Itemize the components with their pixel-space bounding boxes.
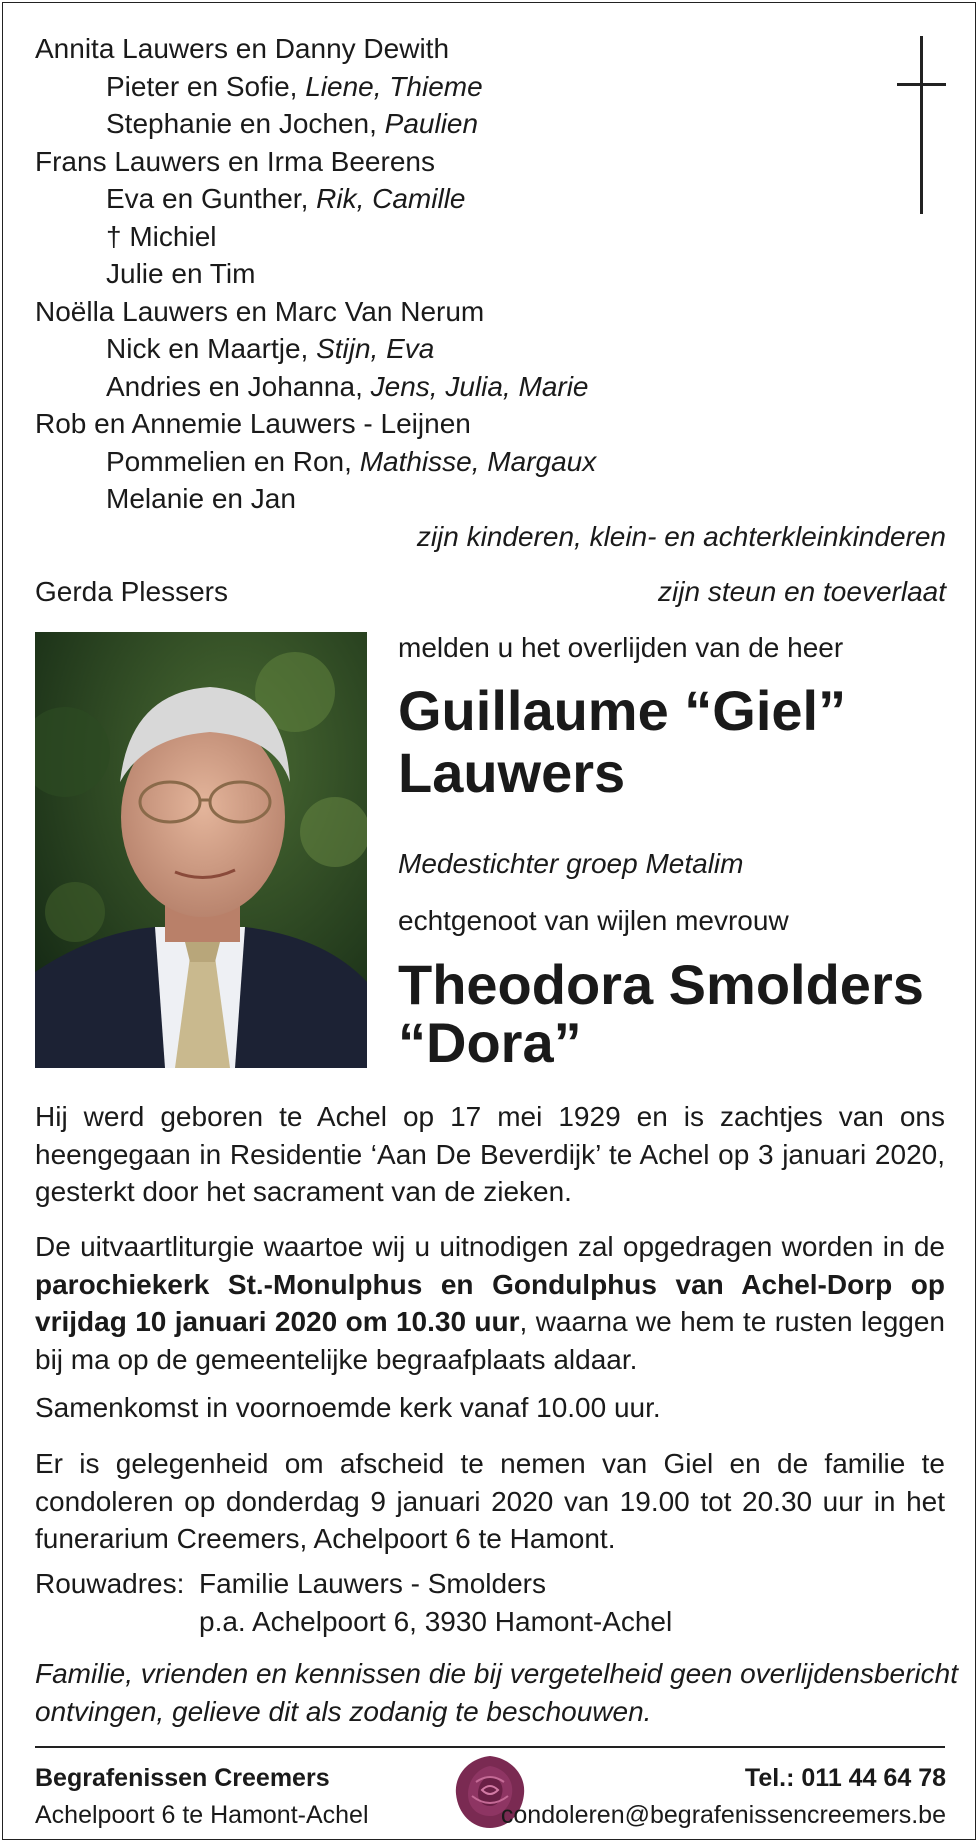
portrait-photo: [35, 632, 367, 1068]
announcement-intro: melden u het overlijden van de heer: [398, 632, 844, 663]
paragraph-birth-death: Hij werd geboren te Achel op 17 mei 1929 en is zachtjes van ons heengegaan in Residentie ‘Aan De Beverdijk’ te Achel op 3 januari 2020, gesterkt door het sacrament van de zieken.: [35, 1101, 945, 1207]
paragraph-condolences: Er is gelegenheid om afscheid te nemen van Giel en de familie te condoleren op donderdag 9 januari 2020 van 19.00 tot 20.30 uur in het funerarium Creemers, Achelpoort 6 te Hamont.: [35, 1448, 945, 1554]
deceased-name-line1: Guillaume “Giel”: [398, 679, 847, 742]
family-line: † Michiel: [106, 221, 217, 252]
footer-divider: [35, 1746, 945, 1748]
family-line: Nick en Maartje, Stijn, Eva: [106, 333, 435, 364]
partner-name: Gerda Plessers: [35, 576, 228, 607]
closing-line1: Familie, vrienden en kennissen die bij vergetelheid geen overlijdensbericht: [35, 1658, 958, 1689]
family-line: Julie en Tim: [106, 258, 256, 289]
family-line: Andries en Johanna, Jens, Julia, Marie: [106, 371, 589, 402]
deceased-name-line2: Lauwers: [398, 741, 626, 804]
address-line1: Familie Lauwers - Smolders: [199, 1568, 546, 1599]
family-line: Melanie en Jan: [106, 483, 296, 514]
family-line: Frans Lauwers en Irma Beerens: [35, 146, 435, 177]
footer-company-address: Achelpoort 6 te Hamont-Achel: [35, 1801, 369, 1829]
family-line: Rob en Annemie Lauwers - Leijnen: [35, 408, 471, 439]
closing-line2: ontvingen, gelieve dit als zodanig te beschouwen.: [35, 1696, 652, 1727]
family-line: Pieter en Sofie, Liene, Thieme: [106, 71, 483, 102]
address-label: Rouwadres:: [35, 1568, 185, 1599]
paragraph-gathering: Samenkomst in voornoemde kerk vanaf 10.00 uur.: [35, 1392, 661, 1423]
family-line: Eva en Gunther, Rik, Camille: [106, 183, 466, 214]
footer-company: Begrafenissen Creemers: [35, 1764, 330, 1792]
spouse-name-line2: “Dora”: [398, 1011, 582, 1074]
address-line2: p.a. Achelpoort 6, 3930 Hamont-Achel: [199, 1606, 673, 1637]
spouse-name-line1: Theodora Smolders: [398, 953, 924, 1016]
spouse-intro: echtgenoot van wijlen mevrouw: [398, 905, 789, 936]
footer-phone: Tel.: 011 44 64 78: [744, 1764, 946, 1792]
deceased-subtitle: Medestichter groep Metalim: [398, 848, 744, 879]
partner-relation: zijn steun en toeverlaat: [658, 576, 946, 607]
family-line: Noëlla Lauwers en Marc Van Nerum: [35, 296, 485, 327]
family-line: Annita Lauwers en Danny Dewith: [35, 33, 450, 64]
footer-email[interactable]: condoleren@begrafenissencreemers.be: [500, 1801, 946, 1829]
family-line: Stephanie en Jochen, Paulien: [106, 108, 479, 139]
family-relation: zijn kinderen, klein- en achterkleinkinderen: [416, 521, 946, 552]
paragraph-funeral: De uitvaartliturgie waartoe wij u uitnodigen zal opgedragen worden in de parochiekerk St.-Monulphus en Gondulphus van Achel-Dorp op vrijdag 10 januari 2020 om 10.30 uur, waarna we hem te rusten leggen bij ma op de gemeentelijke begraafplaats aldaar.: [35, 1231, 945, 1375]
family-line: Pommelien en Ron, Mathisse, Margaux: [106, 446, 597, 477]
